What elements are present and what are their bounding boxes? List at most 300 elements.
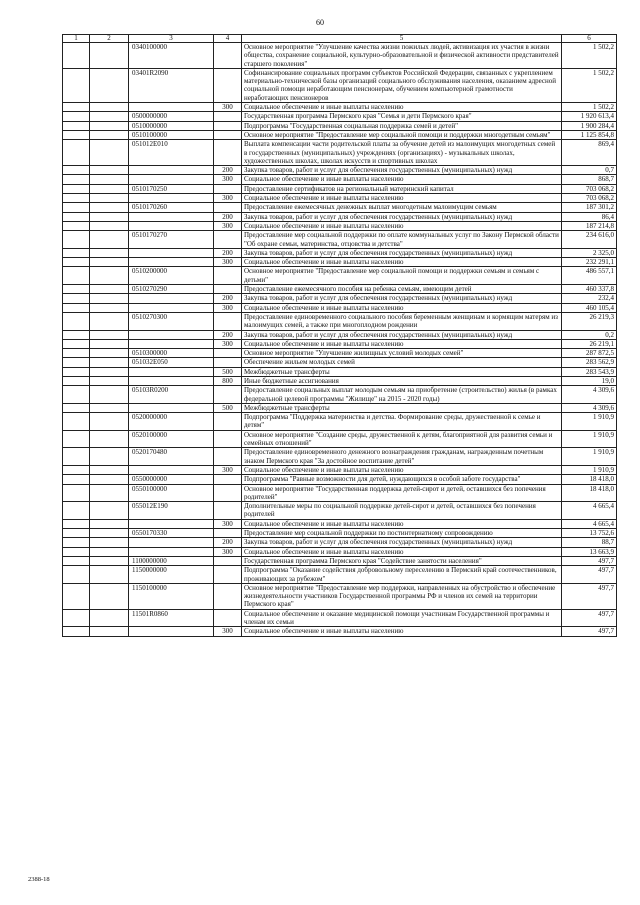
cell-col2 bbox=[90, 502, 129, 520]
cell-col1 bbox=[63, 358, 90, 367]
expense-type-code bbox=[214, 556, 242, 565]
target-article-code: 0510170260 bbox=[129, 203, 214, 212]
item-name: Подпрограмма "Равные возможности для детей, нуждающихся в особой заботе государства" bbox=[242, 475, 562, 484]
expense-type-code bbox=[214, 312, 242, 330]
amount-value: 283 543,9 bbox=[562, 367, 617, 376]
cell-col2 bbox=[90, 294, 129, 303]
target-article-code bbox=[129, 166, 214, 175]
expense-type-code: 300 bbox=[214, 465, 242, 474]
amount-value: 703 068,2 bbox=[562, 184, 617, 193]
item-name: Социальное обеспечение и иные выплаты населению bbox=[242, 547, 562, 556]
amount-value: 1 910,9 bbox=[562, 413, 617, 431]
table-row bbox=[63, 312, 617, 330]
cell-col1 bbox=[63, 367, 90, 376]
cell-col1 bbox=[63, 258, 90, 267]
cell-col2 bbox=[90, 609, 129, 627]
amount-value: 187 214,8 bbox=[562, 221, 617, 230]
expense-type-code bbox=[214, 130, 242, 139]
cell-col1 bbox=[63, 294, 90, 303]
expense-type-code: 500 bbox=[214, 367, 242, 376]
amount-value: 497,7 bbox=[562, 556, 617, 565]
table-row bbox=[63, 103, 617, 112]
cell-col1 bbox=[63, 140, 90, 166]
target-article-code bbox=[129, 403, 214, 412]
expense-type-code: 300 bbox=[214, 547, 242, 556]
table-row bbox=[63, 248, 617, 257]
cell-col2 bbox=[90, 303, 129, 312]
table-row bbox=[63, 403, 617, 412]
item-name: Закупка товаров, работ и услуг для обеспечения государственных (муниципальных) нужд bbox=[242, 248, 562, 257]
cell-col2 bbox=[90, 465, 129, 474]
amount-value: 497,7 bbox=[562, 583, 617, 609]
cell-col2 bbox=[90, 231, 129, 249]
table-row bbox=[63, 538, 617, 547]
expense-type-code bbox=[214, 285, 242, 294]
item-name: Основное мероприятие "Предоставление мер социальной помощи и поддержки многодетным семьям" bbox=[242, 130, 562, 139]
item-name: Подпрограмма "Поддержка материнства и детства. Формирование среды, дружественной к семье и детям" bbox=[242, 413, 562, 431]
cell-col1 bbox=[63, 103, 90, 112]
table-row bbox=[63, 566, 617, 584]
target-article-code: 0510170250 bbox=[129, 184, 214, 193]
cell-col1 bbox=[63, 376, 90, 385]
cell-col2 bbox=[90, 367, 129, 376]
amount-value: 287 872,5 bbox=[562, 349, 617, 358]
target-article-code: 1150100000 bbox=[129, 583, 214, 609]
table-row bbox=[63, 203, 617, 212]
cell-col1 bbox=[63, 386, 90, 404]
expense-type-code bbox=[214, 413, 242, 431]
cell-col2 bbox=[90, 68, 129, 102]
amount-value: 18 418,0 bbox=[562, 475, 617, 484]
amount-value: 26 219,1 bbox=[562, 339, 617, 348]
cell-col1 bbox=[63, 448, 90, 466]
column-number-4: 4 bbox=[214, 35, 242, 43]
amount-value: 1 910,9 bbox=[562, 430, 617, 448]
cell-col1 bbox=[63, 339, 90, 348]
item-name: Закупка товаров, работ и услуг для обеспечения государственных (муниципальных) нужд bbox=[242, 538, 562, 547]
table-row bbox=[63, 475, 617, 484]
table-row bbox=[63, 339, 617, 348]
target-article-code: 051012Е010 bbox=[129, 140, 214, 166]
item-name: Подпрограмма "Государственная социальная поддержка семей и детей" bbox=[242, 121, 562, 130]
expense-type-code bbox=[214, 386, 242, 404]
expense-type-code: 300 bbox=[214, 519, 242, 528]
table-row bbox=[63, 529, 617, 538]
cell-col2 bbox=[90, 212, 129, 221]
cell-col1 bbox=[63, 349, 90, 358]
amount-value: 497,7 bbox=[562, 566, 617, 584]
item-name: Предоставление ежемесячного пособия на ребенка семьям, имеющим детей bbox=[242, 285, 562, 294]
cell-col2 bbox=[90, 566, 129, 584]
expense-type-code: 200 bbox=[214, 248, 242, 257]
expense-type-code bbox=[214, 358, 242, 367]
table-row bbox=[63, 349, 617, 358]
cell-col1 bbox=[63, 312, 90, 330]
cell-col1 bbox=[63, 121, 90, 130]
expense-type-code: 300 bbox=[214, 303, 242, 312]
cell-col1 bbox=[63, 529, 90, 538]
table-row bbox=[63, 175, 617, 184]
target-article-code: 05103R0200 bbox=[129, 386, 214, 404]
cell-col1 bbox=[63, 538, 90, 547]
cell-col2 bbox=[90, 330, 129, 339]
expense-type-code: 200 bbox=[214, 294, 242, 303]
item-name: Выплата компенсации части родительской платы за обучение детей из малоимущих многодетных семей в государственных (муниципальных) учреждениях (организациях) - музыкальных школах, художественных школах, школах искусств и спортивных школах bbox=[242, 140, 562, 166]
expense-type-code: 200 bbox=[214, 212, 242, 221]
expense-type-code bbox=[214, 267, 242, 285]
expense-type-code bbox=[214, 140, 242, 166]
item-name: Предоставление мер социальной поддержки по оплате коммунальных услуг по Закону Пермской области "Об охране семьи, материнства, отцовства и детства" bbox=[242, 231, 562, 249]
item-name: Предоставление сертификатов на региональный материнский капитал bbox=[242, 184, 562, 193]
cell-col2 bbox=[90, 529, 129, 538]
cell-col2 bbox=[90, 413, 129, 431]
cell-col1 bbox=[63, 330, 90, 339]
amount-value: 497,7 bbox=[562, 609, 617, 627]
item-name: Социальное обеспечение и иные выплаты населению bbox=[242, 103, 562, 112]
cell-col2 bbox=[90, 448, 129, 466]
table-row bbox=[63, 376, 617, 385]
item-name: Обеспечение жильем молодых семей bbox=[242, 358, 562, 367]
table-row bbox=[63, 194, 617, 203]
amount-value: 869,4 bbox=[562, 140, 617, 166]
target-article-code: 0500000000 bbox=[129, 112, 214, 121]
item-name: Основное мероприятие "Улучшение качества жизни пожилых людей, активизация их участия в жизни общества, сохранение социальной, культурно-образовательной и физической активности представителей старшего поколения" bbox=[242, 43, 562, 69]
amount-value: 232 291,1 bbox=[562, 258, 617, 267]
table-row bbox=[63, 465, 617, 474]
item-name: Закупка товаров, работ и услуг для обеспечения государственных (муниципальных) нужд bbox=[242, 330, 562, 339]
target-article-code bbox=[129, 194, 214, 203]
cell-col2 bbox=[90, 103, 129, 112]
item-name: Основное мероприятие "Предоставление мер поддержки, направленных на обустройство и обеспечение жизнедеятельности участников Государственной программы РФ и членов их семей на территории Пермского края" bbox=[242, 583, 562, 609]
target-article-code: 0550170330 bbox=[129, 529, 214, 538]
amount-value: 460 105,4 bbox=[562, 303, 617, 312]
target-article-code bbox=[129, 294, 214, 303]
expense-type-code: 200 bbox=[214, 166, 242, 175]
table-row bbox=[63, 583, 617, 609]
amount-value: 86,4 bbox=[562, 212, 617, 221]
target-article-code: 0510100000 bbox=[129, 130, 214, 139]
amount-value: 1 502,2 bbox=[562, 68, 617, 102]
target-article-code bbox=[129, 248, 214, 257]
cell-col1 bbox=[63, 267, 90, 285]
amount-value: 18 418,0 bbox=[562, 484, 617, 502]
column-number-2: 2 bbox=[90, 35, 129, 43]
item-name: Социальное обеспечение и оказание медицинской помощи участникам Государственной программы и членам их семьи bbox=[242, 609, 562, 627]
item-name: Дополнительные меры по социальной поддержке детей-сирот и детей, оставшихся без попечения родителей bbox=[242, 502, 562, 520]
target-article-code: 0510200000 bbox=[129, 267, 214, 285]
amount-value: 1 900 284,4 bbox=[562, 121, 617, 130]
item-name: Социальное обеспечение и иные выплаты населению bbox=[242, 175, 562, 184]
cell-col2 bbox=[90, 519, 129, 528]
item-name: Социальное обеспечение и иные выплаты населению bbox=[242, 194, 562, 203]
table-row bbox=[63, 267, 617, 285]
cell-col1 bbox=[63, 547, 90, 556]
cell-col2 bbox=[90, 184, 129, 193]
expense-type-code bbox=[214, 43, 242, 69]
table-row bbox=[63, 184, 617, 193]
column-number-row bbox=[63, 35, 617, 43]
table-row bbox=[63, 112, 617, 121]
target-article-code bbox=[129, 103, 214, 112]
cell-col2 bbox=[90, 194, 129, 203]
table-row bbox=[63, 221, 617, 230]
cell-col1 bbox=[63, 566, 90, 584]
table-row bbox=[63, 609, 617, 627]
item-name: Социальное обеспечение и иные выплаты населению bbox=[242, 465, 562, 474]
expense-type-code bbox=[214, 566, 242, 584]
table-row bbox=[63, 367, 617, 376]
target-article-code bbox=[129, 330, 214, 339]
expense-type-code bbox=[214, 112, 242, 121]
cell-col1 bbox=[63, 556, 90, 565]
item-name: Иные бюджетные ассигнования bbox=[242, 376, 562, 385]
cell-col1 bbox=[63, 285, 90, 294]
target-article-code bbox=[129, 339, 214, 348]
amount-value: 0,7 bbox=[562, 166, 617, 175]
target-article-code: 0510300000 bbox=[129, 349, 214, 358]
item-name: Социальное обеспечение и иные выплаты населению bbox=[242, 303, 562, 312]
amount-value: 1 125 854,8 bbox=[562, 130, 617, 139]
amount-value: 1 910,9 bbox=[562, 465, 617, 474]
expense-type-code: 200 bbox=[214, 330, 242, 339]
table-row bbox=[63, 430, 617, 448]
target-article-code: 0510270300 bbox=[129, 312, 214, 330]
cell-col2 bbox=[90, 403, 129, 412]
target-article-code: 1100000000 bbox=[129, 556, 214, 565]
item-name: Социальное обеспечение и иные выплаты населению bbox=[242, 221, 562, 230]
table-row bbox=[63, 43, 617, 69]
cell-col1 bbox=[63, 484, 90, 502]
amount-value: 13 663,9 bbox=[562, 547, 617, 556]
cell-col2 bbox=[90, 166, 129, 175]
table-row bbox=[63, 231, 617, 249]
item-name: Межбюджетные трансферты bbox=[242, 367, 562, 376]
table-row bbox=[63, 330, 617, 339]
table-row bbox=[63, 258, 617, 267]
cell-col2 bbox=[90, 349, 129, 358]
cell-col1 bbox=[63, 212, 90, 221]
amount-value: 232,4 bbox=[562, 294, 617, 303]
cell-col2 bbox=[90, 312, 129, 330]
amount-value: 187 301,2 bbox=[562, 203, 617, 212]
column-number-1: 1 bbox=[63, 35, 90, 43]
cell-col1 bbox=[63, 627, 90, 636]
cell-col2 bbox=[90, 627, 129, 636]
target-article-code: 0340100000 bbox=[129, 43, 214, 69]
cell-col1 bbox=[63, 502, 90, 520]
cell-col1 bbox=[63, 413, 90, 431]
table-row bbox=[63, 212, 617, 221]
cell-col2 bbox=[90, 430, 129, 448]
expense-type-code: 300 bbox=[214, 194, 242, 203]
target-article-code bbox=[129, 175, 214, 184]
expense-type-code: 300 bbox=[214, 339, 242, 348]
cell-col1 bbox=[63, 248, 90, 257]
cell-col2 bbox=[90, 130, 129, 139]
item-name: Социальное обеспечение и иные выплаты населению bbox=[242, 627, 562, 636]
amount-value: 234 616,0 bbox=[562, 231, 617, 249]
amount-value: 486 557,1 bbox=[562, 267, 617, 285]
item-name: Подпрограмма "Оказание содействия добровольному переселению в Пермский край соотечественников, проживающих за рубежом" bbox=[242, 566, 562, 584]
table-row bbox=[63, 448, 617, 466]
table-row bbox=[63, 386, 617, 404]
item-name: Основное мероприятие "Улучшение жилищных условий молодых семей" bbox=[242, 349, 562, 358]
item-name: Основное мероприятие "Государственная поддержка детей-сирот и детей, оставшихся без попечения родителей" bbox=[242, 484, 562, 502]
amount-value: 283 562,9 bbox=[562, 358, 617, 367]
expense-type-code: 300 bbox=[214, 221, 242, 230]
item-name: Предоставление ежемесячных денежных выплат многодетным малоимущим семьям bbox=[242, 203, 562, 212]
amount-value: 4 309,6 bbox=[562, 403, 617, 412]
target-article-code bbox=[129, 212, 214, 221]
cell-col2 bbox=[90, 386, 129, 404]
target-article-code: 03401R2090 bbox=[129, 68, 214, 102]
amount-value: 4 665,4 bbox=[562, 502, 617, 520]
target-article-code: 0510270290 bbox=[129, 285, 214, 294]
cell-col1 bbox=[63, 203, 90, 212]
target-article-code: 0550000000 bbox=[129, 475, 214, 484]
table-row bbox=[63, 68, 617, 102]
target-article-code: 0520170480 bbox=[129, 448, 214, 466]
item-name: Закупка товаров, работ и услуг для обеспечения государственных (муниципальных) нужд bbox=[242, 166, 562, 175]
expense-type-code bbox=[214, 203, 242, 212]
cell-col1 bbox=[63, 184, 90, 193]
amount-value: 1 910,9 bbox=[562, 448, 617, 466]
cell-col2 bbox=[90, 112, 129, 121]
cell-col1 bbox=[63, 166, 90, 175]
expense-type-code: 500 bbox=[214, 403, 242, 412]
table-row bbox=[63, 121, 617, 130]
cell-col1 bbox=[63, 475, 90, 484]
item-name: Основное мероприятие "Создание среды, дружественной к детям, благоприятной для развития семьи и семейных отношений" bbox=[242, 430, 562, 448]
amount-value: 19,0 bbox=[562, 376, 617, 385]
cell-col1 bbox=[63, 430, 90, 448]
cell-col2 bbox=[90, 121, 129, 130]
expense-type-code bbox=[214, 121, 242, 130]
target-article-code: 0510170270 bbox=[129, 231, 214, 249]
target-article-code: 051032Е050 bbox=[129, 358, 214, 367]
cell-col1 bbox=[63, 194, 90, 203]
table-row bbox=[63, 556, 617, 565]
table-row bbox=[63, 285, 617, 294]
cell-col2 bbox=[90, 484, 129, 502]
column-number-5: 5 bbox=[242, 35, 562, 43]
item-name: Социальное обеспечение и иные выплаты населению bbox=[242, 339, 562, 348]
cell-col1 bbox=[63, 465, 90, 474]
table-body bbox=[63, 43, 617, 637]
item-name: Предоставление единовременного социального пособия беременным женщинам и кормящим матерям из малоимущих семей, а также при многоплодном рождении bbox=[242, 312, 562, 330]
item-name: Государственная программа Пермского края "Семья и дети Пермского края" bbox=[242, 112, 562, 121]
table-row bbox=[63, 130, 617, 139]
expense-type-code bbox=[214, 583, 242, 609]
expense-type-code: 300 bbox=[214, 258, 242, 267]
amount-value: 88,7 bbox=[562, 538, 617, 547]
column-number-6: 6 bbox=[562, 35, 617, 43]
expense-type-code bbox=[214, 349, 242, 358]
target-article-code bbox=[129, 367, 214, 376]
amount-value: 4 309,6 bbox=[562, 386, 617, 404]
item-name: Государственная программа Пермского края "Содействие занятости населения" bbox=[242, 556, 562, 565]
amount-value: 703 068,2 bbox=[562, 194, 617, 203]
item-name: Социальное обеспечение и иные выплаты населению bbox=[242, 258, 562, 267]
item-name: Закупка товаров, работ и услуг для обеспечения государственных (муниципальных) нужд bbox=[242, 294, 562, 303]
cell-col2 bbox=[90, 140, 129, 166]
amount-value: 13 752,6 bbox=[562, 529, 617, 538]
cell-col2 bbox=[90, 538, 129, 547]
target-article-code: 0550100000 bbox=[129, 484, 214, 502]
cell-col1 bbox=[63, 303, 90, 312]
target-article-code bbox=[129, 303, 214, 312]
expense-type-code: 200 bbox=[214, 538, 242, 547]
amount-value: 1 920 613,4 bbox=[562, 112, 617, 121]
cell-col2 bbox=[90, 285, 129, 294]
cell-col2 bbox=[90, 203, 129, 212]
target-article-code: 0510000000 bbox=[129, 121, 214, 130]
cell-col1 bbox=[63, 231, 90, 249]
table-row bbox=[63, 413, 617, 431]
table-row bbox=[63, 166, 617, 175]
target-article-code bbox=[129, 376, 214, 385]
table-row bbox=[63, 303, 617, 312]
amount-value: 868,7 bbox=[562, 175, 617, 184]
item-name: Софинансирование социальных программ субъектов Российской Федерации, связанных с укреплением материально-технической базы организаций социального обслуживания населения, оказанием адресной социальной помощи неработающим пенсионерам, обучением компьютерной грамотности неработающих пенсионеров bbox=[242, 68, 562, 102]
expense-type-code bbox=[214, 609, 242, 627]
cell-col1 bbox=[63, 221, 90, 230]
target-article-code bbox=[129, 221, 214, 230]
item-name: Предоставление социальных выплат молодым семьям на приобретение (строительство) жилья (в рамках федеральной целевой программы "Жилище" на 2015 - 2020 годы) bbox=[242, 386, 562, 404]
expense-type-code bbox=[214, 448, 242, 466]
expense-type-code bbox=[214, 529, 242, 538]
budget-table bbox=[62, 34, 617, 637]
cell-col1 bbox=[63, 403, 90, 412]
expense-type-code bbox=[214, 68, 242, 102]
cell-col2 bbox=[90, 475, 129, 484]
amount-value: 26 219,3 bbox=[562, 312, 617, 330]
expense-type-code bbox=[214, 484, 242, 502]
expense-type-code: 800 bbox=[214, 376, 242, 385]
expense-type-code: 300 bbox=[214, 627, 242, 636]
target-article-code bbox=[129, 547, 214, 556]
cell-col2 bbox=[90, 339, 129, 348]
cell-col2 bbox=[90, 175, 129, 184]
amount-value: 1 502,2 bbox=[562, 103, 617, 112]
target-article-code bbox=[129, 465, 214, 474]
cell-col2 bbox=[90, 358, 129, 367]
item-name: Предоставление единовременного денежного вознаграждения гражданам, награжденным почетным знаком Пермского края "За достойное воспитание детей" bbox=[242, 448, 562, 466]
cell-col2 bbox=[90, 221, 129, 230]
expense-type-code: 300 bbox=[214, 103, 242, 112]
cell-col1 bbox=[63, 43, 90, 69]
cell-col1 bbox=[63, 519, 90, 528]
footer-code: 2388-18 bbox=[28, 876, 50, 883]
cell-col1 bbox=[63, 583, 90, 609]
table-row bbox=[63, 547, 617, 556]
expense-type-code bbox=[214, 475, 242, 484]
table-row bbox=[63, 519, 617, 528]
target-article-code bbox=[129, 258, 214, 267]
cell-col1 bbox=[63, 609, 90, 627]
expense-type-code bbox=[214, 184, 242, 193]
cell-col1 bbox=[63, 175, 90, 184]
cell-col2 bbox=[90, 547, 129, 556]
expense-type-code bbox=[214, 430, 242, 448]
item-name: Социальное обеспечение и иные выплаты населению bbox=[242, 519, 562, 528]
item-name: Предоставление мер социальной поддержки по постинтернатному сопровождению bbox=[242, 529, 562, 538]
expense-type-code: 300 bbox=[214, 175, 242, 184]
expense-type-code bbox=[214, 502, 242, 520]
cell-col2 bbox=[90, 43, 129, 69]
target-article-code: 1150000000 bbox=[129, 566, 214, 584]
amount-value: 497,7 bbox=[562, 627, 617, 636]
